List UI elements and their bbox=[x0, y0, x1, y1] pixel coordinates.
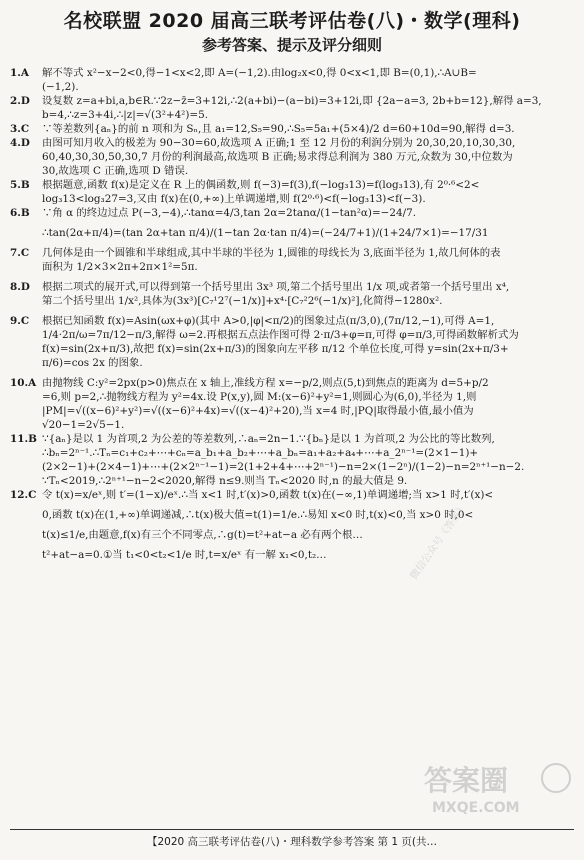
answer-item bbox=[10, 178, 576, 206]
answer-line: f(x)=sin(2x+π/3),故把 f(x)=sin(2x+π/3)的图象向左平移 π/12 个单位长度,可得 y=sin(2x+π/3+ bbox=[42, 343, 509, 355]
answer-line: 0,函数 t(x)在(1,+∞)单调递减,∴t(x)极大值=t(1)=1/e.∴易知 x<0 时,t(x)<0,当 x>0 时,0< bbox=[42, 509, 474, 521]
answer-line: ∴bₙ=2ⁿ⁻¹.∴Tₙ=c₁+c₂+⋯+cₙ=a_b₁+a_b₂+⋯+a_bₙ=a₁+a₂+a₄+⋯+a_2ⁿ⁻¹=(2×1−1)+ bbox=[42, 447, 479, 459]
answer-line: ∴tan(2α+π/4)=(tan 2α+tan π/4)/(1−tan 2α·tan π/4)=(−24/7+1)/(1+24/7×1)=−17/31 bbox=[42, 227, 489, 239]
answer-line: 由图可知月收入的极差为 90−30=60,故选项 A 正确;1 至 12 月份的利润分别为 20,30,20,10,30,30, bbox=[42, 137, 516, 149]
answer-line: b=4,∴z=3+4i,∴|z|=√(3²+4²)=5. bbox=[42, 109, 209, 121]
answer-line: 面积为 1/2×3×2π+2π×1²=5π. bbox=[42, 261, 198, 273]
answer-number: 5.B bbox=[10, 179, 30, 191]
answer-body bbox=[42, 136, 576, 178]
answer-line: 由抛物线 C:y²=2px(p>0)焦点在 x 轴上,准线方程 x=−p/2,则点(5,t)到焦点的距离为 d=5+p/2 bbox=[42, 377, 489, 389]
answer-line: =6,则 p=2,∴抛物线方程为 y²=4x.设 P(x,y),圆 M:(x−6)²+y²=1,则圆心为(6,0),半径为 1,则 bbox=[42, 391, 477, 403]
logo-circle-icon bbox=[542, 764, 570, 792]
answer-body bbox=[42, 280, 576, 314]
answer-body bbox=[42, 66, 576, 94]
answer-line: t(x)≤1/e,由题意,f(x)有三个不同零点,∴g(t)=t²+at−a 必有两个根… bbox=[42, 529, 363, 541]
answer-number: 10.A bbox=[10, 377, 37, 389]
answer-item bbox=[10, 314, 576, 376]
answer-line: 根据已知函数 f(x)=Asin(ωx+φ)(其中 A>0,|φ|<π/2)的图象过点(π/3,0),(7π/12,−1),可得 A=1, bbox=[42, 315, 495, 327]
answer-line: ∵等差数列{aₙ}的前 n 项和为 Sₙ,且 a₁=12,S₅=90,∴S₅=5a₁+(5×4)/2 d=60+10d=90,解得 d=3. bbox=[42, 123, 515, 135]
answer-line: 60,40,30,30,50,30,7 月份的利润最高,故选项 B 正确;易求得总利润为 380 万元,众数为 30,中位数为 bbox=[42, 151, 513, 163]
answer-line: π/6)=cos 2x 的图象. bbox=[42, 357, 143, 369]
answer-line: log₃13<log₃27=3,又由 f(x)在(0,+∞)上单调递增,则 f(2⁰·⁶)<f(−log₃13)<f(−3). bbox=[42, 193, 426, 205]
answer-number: 7.C bbox=[10, 247, 30, 259]
answer-line: ∵{aₙ}是以 1 为首项,2 为公差的等差数列,∴aₙ=2n−1.∵{bₙ}是以 1 为首项,2 为公比的等比数列, bbox=[42, 433, 495, 445]
answer-body bbox=[42, 122, 576, 136]
answer-body bbox=[42, 376, 576, 432]
answer-item bbox=[10, 66, 576, 94]
answer-line: 第二个括号里出 1/x²,具体为(3x³)[C₇¹2⁷(−1/x)]+x⁴·[C₇²2⁶(−1/x)²],化简得−1280x². bbox=[42, 295, 443, 307]
answer-body bbox=[42, 178, 576, 206]
answer-number: 2.D bbox=[10, 95, 30, 107]
footer-divider bbox=[10, 829, 574, 830]
answer-line: ∵Tₙ<2019,∴2ⁿ⁺¹−n−2<2020,解得 n≤9.则当 Tₙ<2020 时,n 的最大值是 9. bbox=[42, 475, 408, 487]
answer-line: ∵角 α 的终边过点 P(−3,−4),∴tanα=4/3,tan 2α=2tanα/(1−tan²α)=−24/7. bbox=[42, 207, 417, 219]
answer-logo-watermark bbox=[424, 756, 574, 816]
answer-item bbox=[10, 376, 576, 432]
answer-number: 12.C bbox=[10, 489, 37, 501]
answer-line: (2×2−1)+(2×4−1)+⋯+(2×2ⁿ⁻¹−1)=2(1+2+4+⋯+2ⁿ⁻¹)−n=2×(1−2ⁿ)/(1−2)−n=2ⁿ⁺¹−n−2. bbox=[42, 461, 525, 473]
answer-line: (−1,2). bbox=[42, 81, 79, 93]
page-title: 名校联盟 2020 届高三联考评估卷(八)・数学(理科) bbox=[63, 10, 521, 32]
answer-line: t²+at−a=0.①当 t₁<0<t₂<1/e 时,t=x/eˣ 有一解 x₁<0,t₂… bbox=[42, 549, 327, 561]
watermark-logo-text: 答案圈 bbox=[424, 764, 509, 797]
answer-body bbox=[42, 314, 576, 376]
answer-line: |PM|=√((x−6)²+y²)=√((x−6)²+4x)=√((x−4)²+20),当 x=4 时,|PQ|取得最小值,最小值为 bbox=[42, 405, 474, 417]
page-footer: 【2020 高三联考评估卷(八)・理科数学参考答案 第 1 页(共… bbox=[146, 836, 438, 848]
answer-body bbox=[42, 94, 576, 122]
answer-number: 9.C bbox=[10, 315, 30, 327]
answer-number: 6.B bbox=[10, 207, 30, 219]
answer-item bbox=[10, 94, 576, 122]
answer-number: 3.C bbox=[10, 123, 30, 135]
answer-item bbox=[10, 280, 576, 314]
answer-line: 令 t(x)=x/eˣ,则 t′=(1−x)/eˣ.∴当 x<1 时,t′(x)>0,函数 t(x)在(−∞,1)单调递增;当 x>1 时,t′(x)< bbox=[42, 489, 494, 501]
answer-item bbox=[10, 206, 576, 246]
page-subtitle: 参考答案、提示及评分细则 bbox=[201, 36, 382, 54]
answer-number: 4.D bbox=[10, 137, 30, 149]
answer-body bbox=[42, 206, 576, 246]
answer-item bbox=[10, 122, 576, 136]
answer-line: 根据二项式的展开式,可以得到第一个括号里出 3x³ 项,第二个括号里出 1/x 项,或者第一个括号里出 x⁴, bbox=[42, 281, 510, 293]
answer-item bbox=[10, 246, 576, 280]
watermark-diag-text: 微信公众号《答案》 bbox=[408, 501, 470, 582]
answer-line: 几何体是由一个圆锥和半球组成,其中半球的半径为 1,圆锥的母线长为 3,底面半径为 1,故几何体的表 bbox=[42, 247, 501, 259]
answer-item bbox=[10, 136, 576, 178]
wechat-watermark bbox=[405, 470, 515, 590]
answer-line: 30,故选项 C 正确,选项 D 错误. bbox=[42, 165, 189, 177]
watermark-logo-sub: MXQE.COM bbox=[432, 800, 520, 816]
answer-line: 根据题意,函数 f(x)是定义在 R 上的偶函数,则 f(−3)=f(3),f(−log₃13)=f(log₃13),有 2⁰·⁶<2< bbox=[42, 179, 480, 191]
answer-body bbox=[42, 246, 576, 280]
answer-number: 11.B bbox=[10, 433, 37, 445]
answer-number: 1.A bbox=[10, 67, 29, 79]
answer-line: 1/4·2π/ω=7π/12−π/3,解得 ω=2.再根据五点法作图可得 2·π/3+φ=π,可得 φ=π/3,可得函数解析式为 bbox=[42, 329, 519, 341]
answer-line: 解不等式 x²−x−2<0,得−1<x<2,即 A=(−1,2).由log₂x<0,得 0<x<1,即 B=(0,1),∴A∪B= bbox=[42, 67, 477, 79]
answer-line: 设复数 z=a+bi,a,b∈R.∵2z−z̄=3+12i,∴2(a+bi)−(a−bi)=3+12i,即 {2a−a=3, 2b+b=12},解得 a=3, bbox=[42, 95, 542, 107]
answer-number: 8.D bbox=[10, 281, 30, 293]
answer-line: √20−1=2√5−1. bbox=[42, 419, 125, 431]
